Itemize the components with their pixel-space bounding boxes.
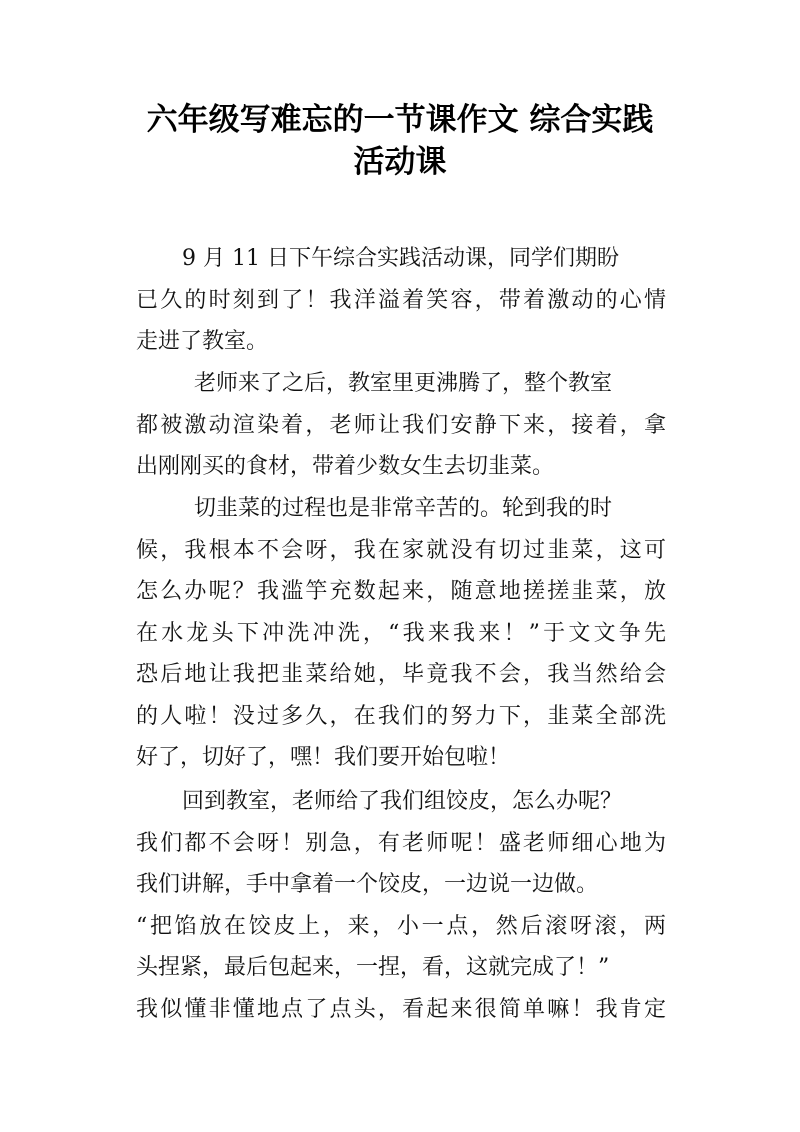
document-title-line-2: 活动课 — [353, 144, 447, 180]
paragraph-line: 切韭菜的过程也是非常辛苦的。轮到我的时 — [194, 496, 613, 521]
paragraph-1 — [136, 238, 666, 363]
paragraph-line: 好了，切好了，嘿！我们要开始包啦！ — [136, 745, 511, 770]
paragraph-line: 已久的时刻到了！我洋溢着笑容，带着激动的心情 — [136, 287, 666, 313]
paragraph-2 — [136, 363, 666, 488]
paragraph-3 — [136, 488, 666, 779]
paragraph-line: 都被激动渲染着，老师让我们安静下来，接着，拿 — [136, 412, 666, 438]
paragraph-line: 我们都不会呀！别急，有老师呢！盛老师细心地为 — [136, 830, 666, 856]
paragraph-4 — [136, 781, 666, 1030]
paragraph-line: “把馅放在饺皮上，来，小一点，然后滚呀滚，两 — [136, 913, 666, 939]
document-title-line-1: 六年级写难忘的一节课作文 综合实践 — [146, 102, 654, 138]
paragraph-line: 回到教室，老师给了我们组饺皮，怎么办呢？ — [182, 789, 623, 814]
paragraph-line: 9 月 11 日下午综合实践活动课，同学们期盼 — [182, 246, 619, 271]
paragraph-line: 老师来了之后，教室里更沸腾了，整个教室 — [194, 371, 613, 396]
paragraph-line: 在水龙头下冲洗冲洗，“我来我来！”于文文争先 — [136, 620, 666, 646]
paragraph-line: 头捏紧，最后包起来，一捏，看，这就完成了！” — [136, 955, 610, 980]
paragraph-line: 我似懂非懂地点了点头，看起来很简单嘛！我肯定 — [136, 996, 666, 1022]
paragraph-line: 我们讲解，手中拿着一个饺皮，一边说一边做。 — [136, 872, 599, 897]
paragraph-line: 走进了教室。 — [136, 329, 269, 354]
paragraph-line: 怎么办呢？我滥竽充数起来，随意地搓搓韭菜，放 — [136, 579, 666, 604]
paragraph-line: 的人啦！没过多久，在我们的努力下，韭菜全部洗 — [136, 703, 666, 729]
paragraph-line: 恐后地让我把韭菜给她，毕竟我不会，我当然给会 — [136, 662, 666, 687]
paragraph-line: 候，我根本不会呀，我在家就没有切过韭菜，这可 — [136, 537, 666, 563]
paragraph-line: 出刚刚买的食材，带着少数女生去切韭菜。 — [136, 454, 555, 479]
